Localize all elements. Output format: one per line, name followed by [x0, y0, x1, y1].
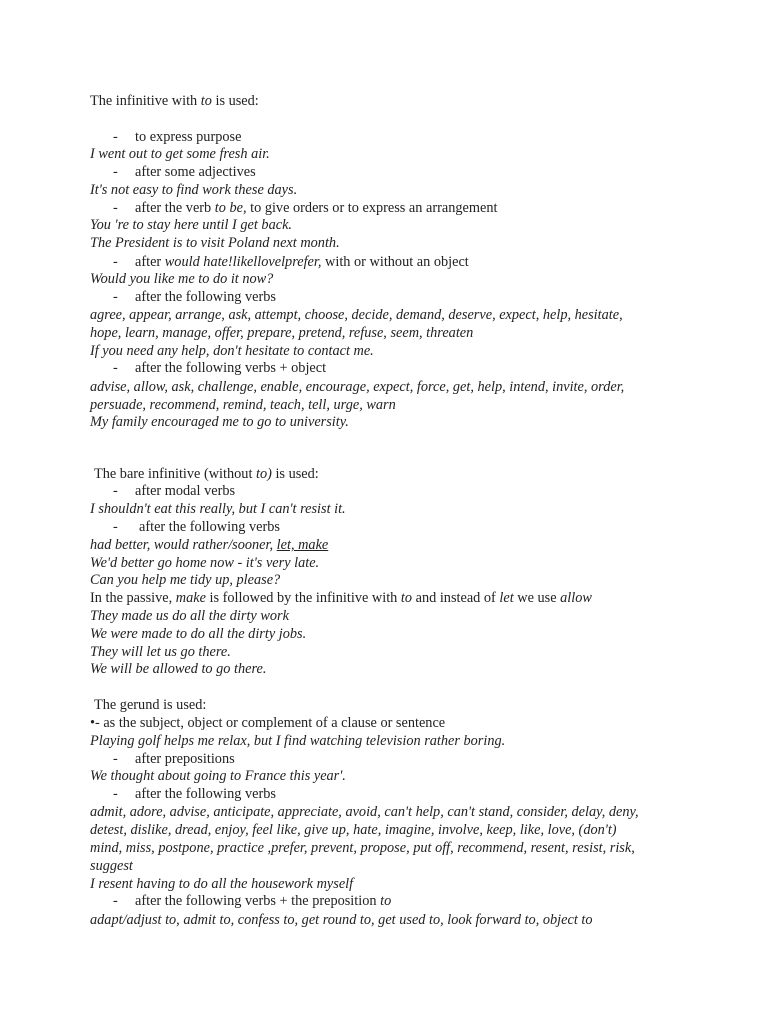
- bullet-dash: -: [113, 786, 118, 802]
- passive-italic: allow: [560, 590, 592, 606]
- example-to-be-1: You 're to stay here until I get back.: [90, 217, 292, 233]
- verb-list-line: detest, dislike, dread, enjoy, feel like, give up, hate, imagine, involve, keep, like, love, (don't): [90, 822, 617, 838]
- bullet-following-verbs: after the following verbs: [135, 289, 276, 305]
- bullet-prepositions: after prepositions: [135, 751, 235, 767]
- heading-to: to): [256, 466, 272, 482]
- verb-list-line: adapt/adjust to, admit to, confess to, get round to, get used to, look forward to, object to: [90, 912, 593, 928]
- bullet-following-verbs: after the following verbs: [135, 786, 276, 802]
- verb-list-line: agree, appear, arrange, ask, attempt, choose, decide, demand, deserve, expect, help, hesitate,: [90, 307, 623, 323]
- example-passive: They will let us go there.: [90, 644, 231, 660]
- verb-list-line: suggest: [90, 858, 133, 874]
- verb-list-line: [90, 537, 328, 555]
- bullet-adjectives: after some adjectives: [135, 164, 256, 180]
- bullet-would: [135, 254, 469, 272]
- example-to-be-2: The President is to visit Poland next month.: [90, 235, 340, 251]
- example-passive: We will be allowed to go there.: [90, 661, 267, 677]
- verb-list-line: mind, miss, postpone, practice ,prefer, prevent, propose, put off, recommend, resent, resist, risk,: [90, 840, 635, 856]
- passive-text: is followed by the infinitive with: [205, 590, 401, 606]
- bullet-text: after: [135, 254, 165, 270]
- passive-text: we use: [513, 590, 561, 606]
- bullet-dash: -: [113, 200, 118, 216]
- bullet-italic: would hate!likellovelprefer,: [164, 254, 322, 270]
- section-heading-infinitive: [90, 93, 259, 111]
- example-passive: We were made to do all the dirty jobs.: [90, 626, 307, 642]
- passive-italic: make: [175, 590, 206, 606]
- verb-list-line: hope, learn, manage, offer, prepare, pretend, refuse, seem, threaten: [90, 325, 474, 341]
- bullet-purpose: to express purpose: [135, 129, 242, 145]
- bullet-text: after the following verbs + the preposition: [135, 893, 381, 909]
- passive-italic: to: [400, 590, 413, 606]
- example-verbs-object: My family encouraged me to go to university.: [90, 414, 349, 430]
- bullet-dash: -: [113, 519, 118, 535]
- example-verbs: If you need any help, don't hesitate to contact me.: [90, 343, 374, 359]
- example-prepositions: We thought about going to France this year'.: [90, 768, 346, 784]
- bullet-italic: to be,: [214, 200, 247, 216]
- bullet-text-end: to give orders or to express an arrangement: [246, 200, 498, 216]
- heading-text: The infinitive with: [90, 93, 201, 109]
- bullet-verbs-object: after the following verbs + object: [135, 360, 327, 376]
- bullet-dash: -: [113, 751, 118, 767]
- example-subject: Playing golf helps me relax, but I find watching television rather boring.: [90, 733, 506, 749]
- bullet-dash: -: [113, 129, 118, 145]
- example-passive: They made us do all the dirty work: [90, 608, 289, 624]
- bullet-text: after the verb: [135, 200, 215, 216]
- bullet-text-end: with or without an object: [321, 254, 469, 270]
- verb-list-underlined: let, make: [276, 537, 329, 553]
- example-would: Would you like me to do it now?: [90, 271, 274, 287]
- verb-list-line: persuade, recommend, remind, teach, tell, urge, warn: [90, 397, 396, 413]
- example-modal: I shouldn't eat this really, but I can't resist it.: [90, 501, 346, 517]
- passive-text: and instead of: [412, 590, 500, 606]
- bullet-dash: -: [113, 360, 118, 376]
- example-had-better: We'd better go home now - it's very late.: [90, 555, 320, 571]
- example-purpose: I went out to get some fresh air.: [90, 146, 270, 162]
- bullet-italic: to: [380, 893, 392, 909]
- bullet-subject-object: •- as the subject, object or complement of a clause or sentence: [90, 715, 446, 731]
- section-heading-gerund: The gerund is used:: [94, 697, 207, 713]
- bullet-dash: -: [113, 893, 118, 909]
- heading-text-end: is used:: [271, 466, 319, 482]
- bullet-verbs-preposition: [135, 893, 391, 911]
- example-help: Can you help me tidy up, please?: [90, 572, 281, 588]
- verb-list-text: had better, would rather/sooner,: [90, 537, 277, 553]
- passive-italic: let: [499, 590, 514, 606]
- heading-to: to: [200, 93, 212, 109]
- example-adjectives: It's not easy to find work these days.: [90, 182, 298, 198]
- passive-text: In the passive,: [90, 590, 176, 606]
- verb-list-line: advise, allow, ask, challenge, enable, encourage, expect, force, get, help, intend, invite, order,: [90, 379, 625, 395]
- verb-list-line: admit, adore, advise, anticipate, appreciate, avoid, can't help, can't stand, consider, delay, deny,: [90, 804, 639, 820]
- example-gerund-verbs: I resent having to do all the housework myself: [90, 876, 354, 892]
- bullet-following-verbs: after the following verbs: [139, 519, 280, 535]
- heading-text: The bare infinitive (without: [94, 466, 256, 482]
- bullet-dash: -: [113, 164, 118, 180]
- passive-note: [90, 590, 592, 608]
- bullet-dash: -: [113, 254, 118, 270]
- bullet-dash: -: [113, 483, 118, 499]
- bullet-to-be: [135, 200, 497, 218]
- bullet-dash: -: [113, 289, 118, 305]
- heading-text-end: is used:: [211, 93, 259, 109]
- section-heading-bare-infinitive: [94, 466, 319, 484]
- bullet-modal-verbs: after modal verbs: [135, 483, 236, 499]
